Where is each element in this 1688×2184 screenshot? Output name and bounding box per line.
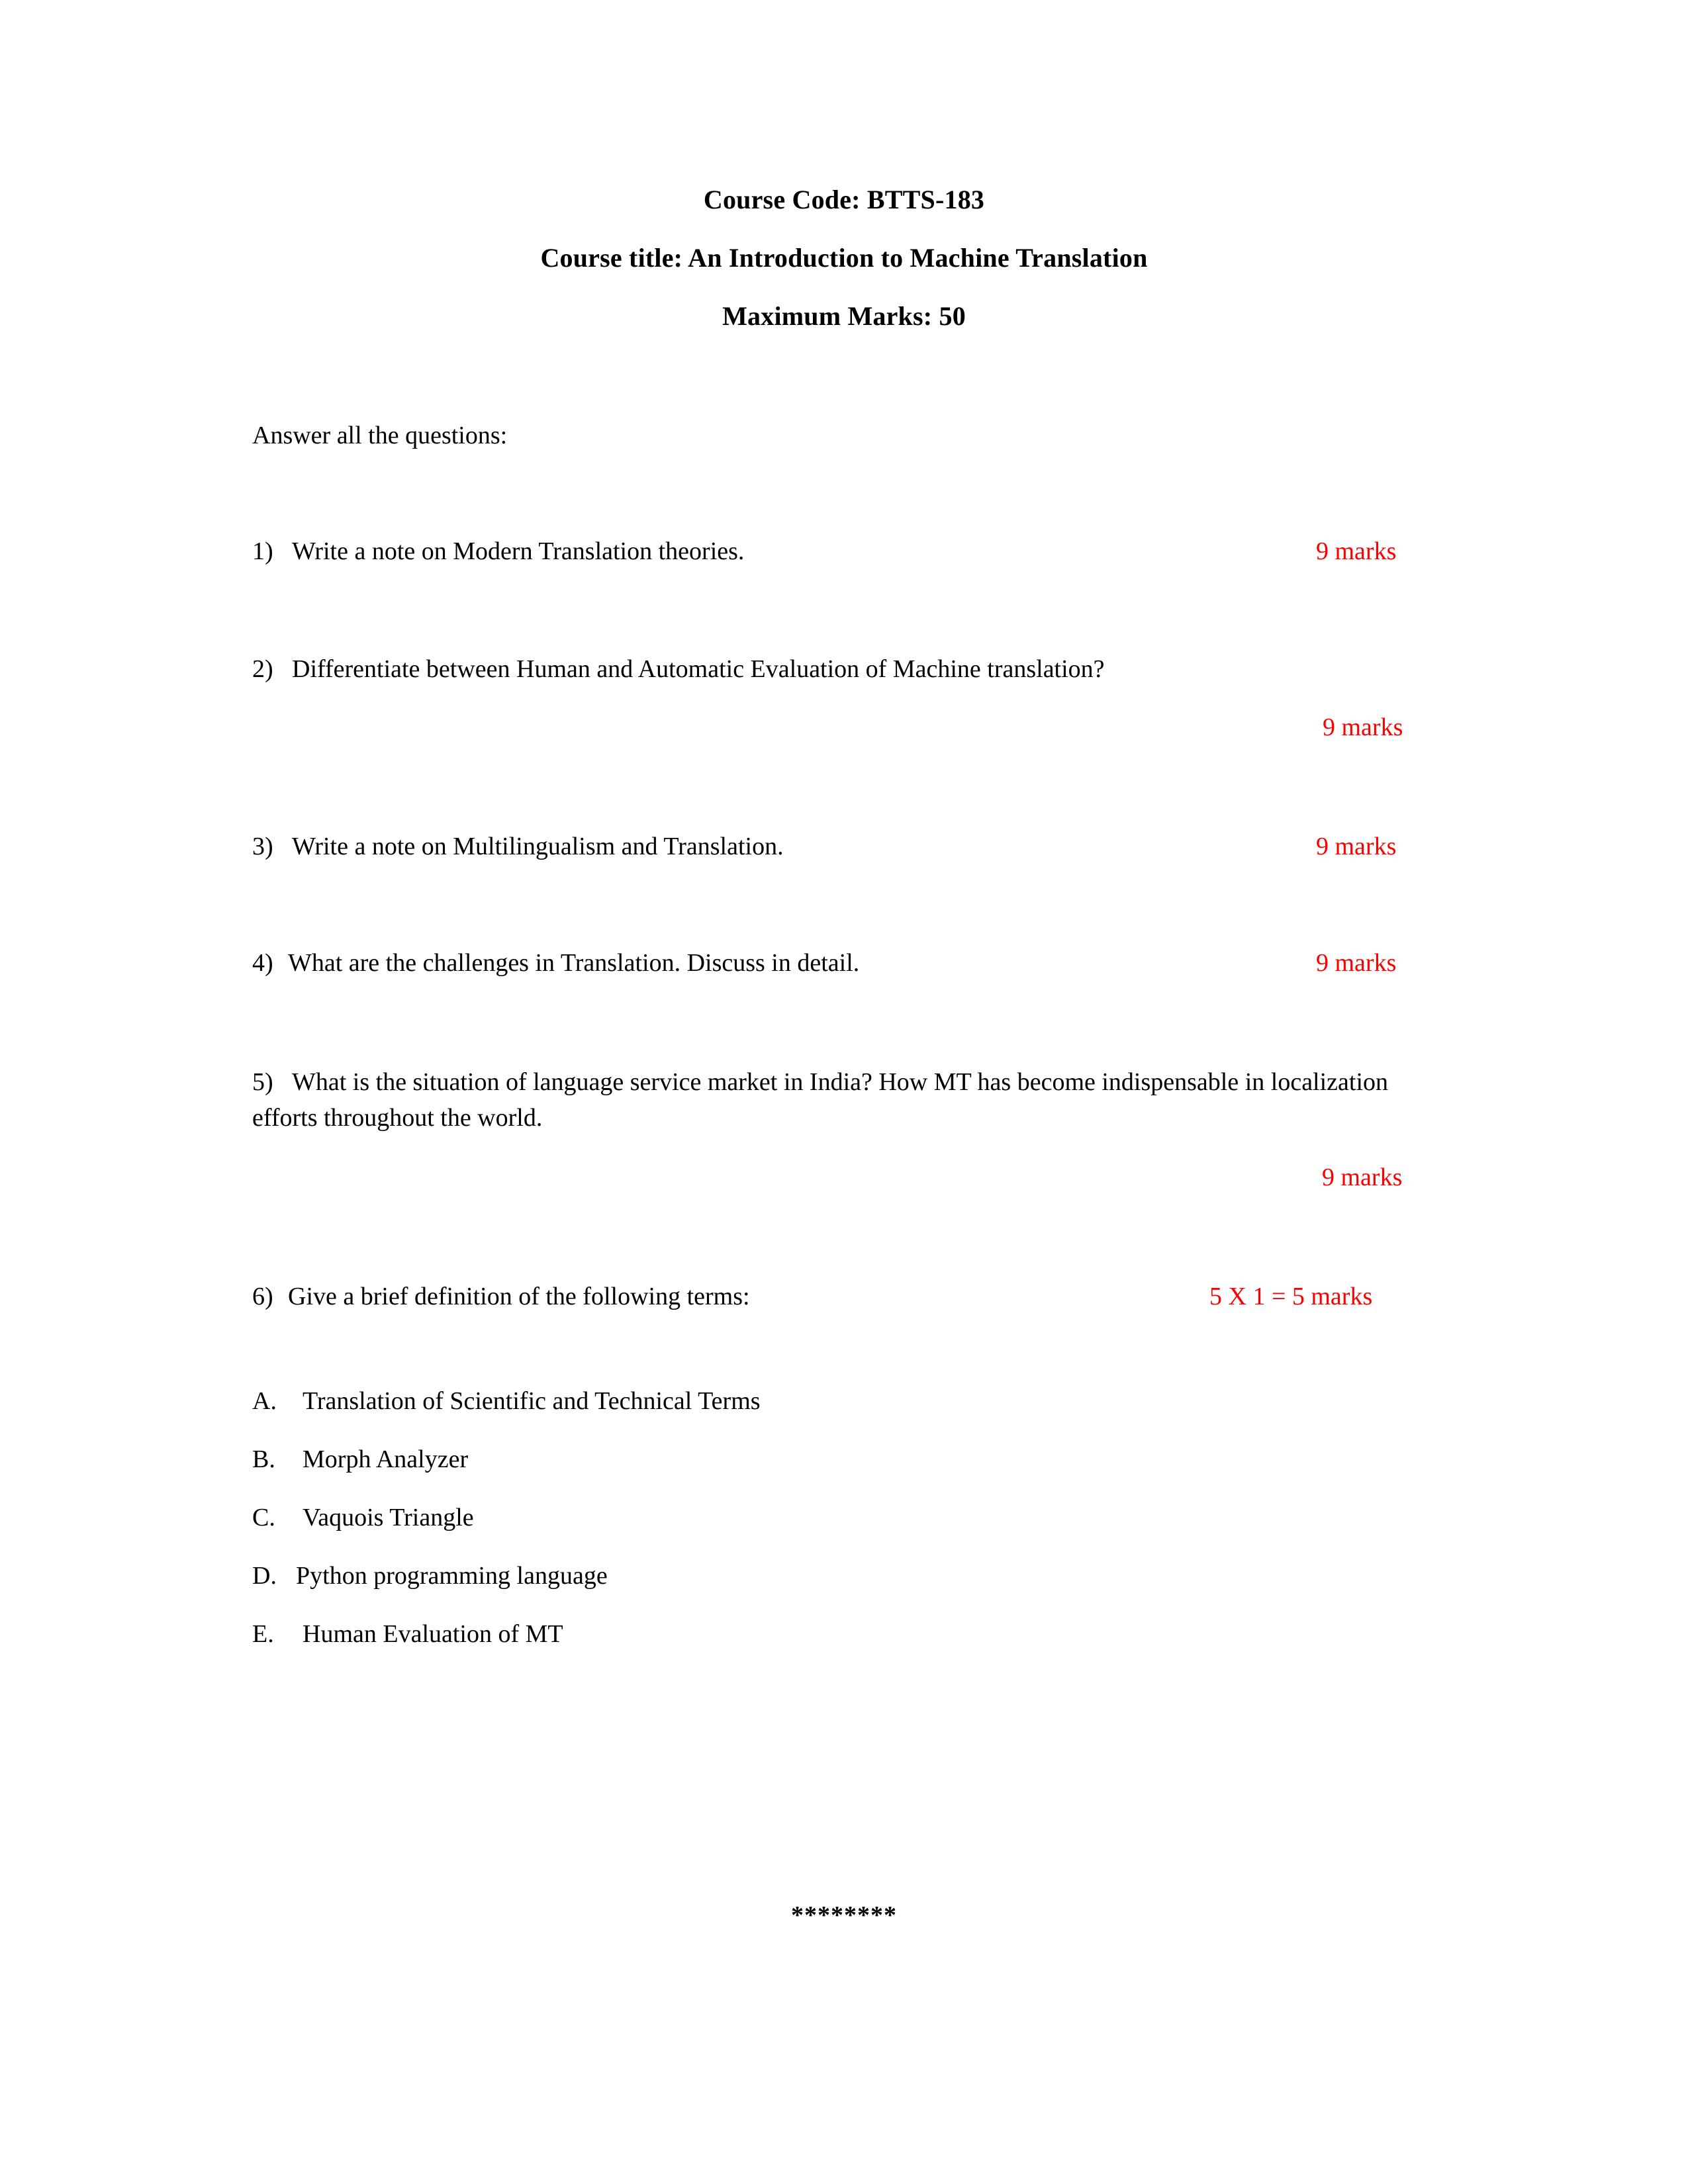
question-1-marker: 1)	[252, 537, 273, 565]
question-5-text: What is the situation of language service market in India? How MT has become indispensable in localization efforts throughout the world.	[252, 1068, 1389, 1132]
page-footer-asterisks: ********	[791, 1901, 897, 1929]
question-3-marks: 9 marks	[1316, 833, 1397, 860]
list-item-d-letter: D.	[252, 1562, 277, 1590]
list-item-e-letter: E.	[252, 1620, 274, 1648]
question-1-text: Write a note on Modern Translation theories.	[292, 537, 745, 565]
question-item-6	[252, 1279, 750, 1314]
question-item-3	[252, 829, 784, 864]
list-item-a	[252, 1387, 761, 1445]
question-3-text: Write a note on Multilingualism and Translation.	[292, 833, 784, 860]
instruction-text: Answer all the questions:	[252, 422, 508, 449]
question-1-marks: 9 marks	[1316, 537, 1397, 565]
question-4-marks: 9 marks	[1316, 949, 1397, 977]
question-6-marks: 5 X 1 = 5 marks	[1209, 1283, 1373, 1310]
question-4-text: What are the challenges in Translation. Discuss in detail.	[288, 949, 860, 977]
list-item-c-text: Vaquois Triangle	[303, 1504, 474, 1531]
list-item-c	[252, 1503, 761, 1561]
question-5-line	[252, 1064, 1397, 1136]
question-3-marker: 3)	[252, 833, 273, 860]
question-2-line	[252, 651, 1105, 687]
list-item-e-text: Human Evaluation of MT	[303, 1620, 563, 1648]
question-4-line	[252, 945, 859, 981]
list-item-b-text: Morph Analyzer	[303, 1445, 469, 1473]
list-item-b-letter: B.	[252, 1445, 275, 1473]
page-header	[0, 171, 1688, 345]
question-3-line	[252, 829, 784, 864]
question-1-line	[252, 533, 744, 569]
list-item-d	[252, 1561, 761, 1619]
question-2-text: Differentiate between Human and Automatic Evaluation of Machine translation?	[292, 655, 1105, 683]
list-item-a-text: Translation of Scientific and Technical Terms	[303, 1387, 761, 1415]
question-item-2	[252, 651, 1105, 687]
question-item-5	[252, 1064, 1404, 1136]
question-6-line	[252, 1279, 750, 1314]
list-item-b	[252, 1445, 761, 1503]
question-5-marker: 5)	[252, 1068, 273, 1096]
list-item-c-letter: C.	[252, 1504, 275, 1531]
question-item-4	[252, 945, 859, 981]
question-5-marks: 9 marks	[1322, 1163, 1403, 1191]
maximum-marks-heading: Maximum Marks: 50	[722, 301, 966, 331]
question-6-text: Give a brief definition of the following terms:	[288, 1283, 750, 1310]
course-title-heading: Course title: An Introduction to Machine Translation	[540, 243, 1148, 273]
definition-terms-list	[252, 1387, 761, 1678]
question-2-marks: 9 marks	[1323, 713, 1403, 741]
question-2-marker: 2)	[252, 655, 273, 683]
course-code-heading: Course Code: BTTS-183	[703, 185, 985, 214]
list-item-a-letter: A.	[252, 1387, 277, 1415]
question-item-1	[252, 533, 744, 569]
list-item-e	[252, 1619, 761, 1678]
question-4-marker: 4)	[252, 949, 273, 977]
question-6-marker: 6)	[252, 1283, 273, 1310]
list-item-d-text: Python programming language	[296, 1562, 608, 1590]
